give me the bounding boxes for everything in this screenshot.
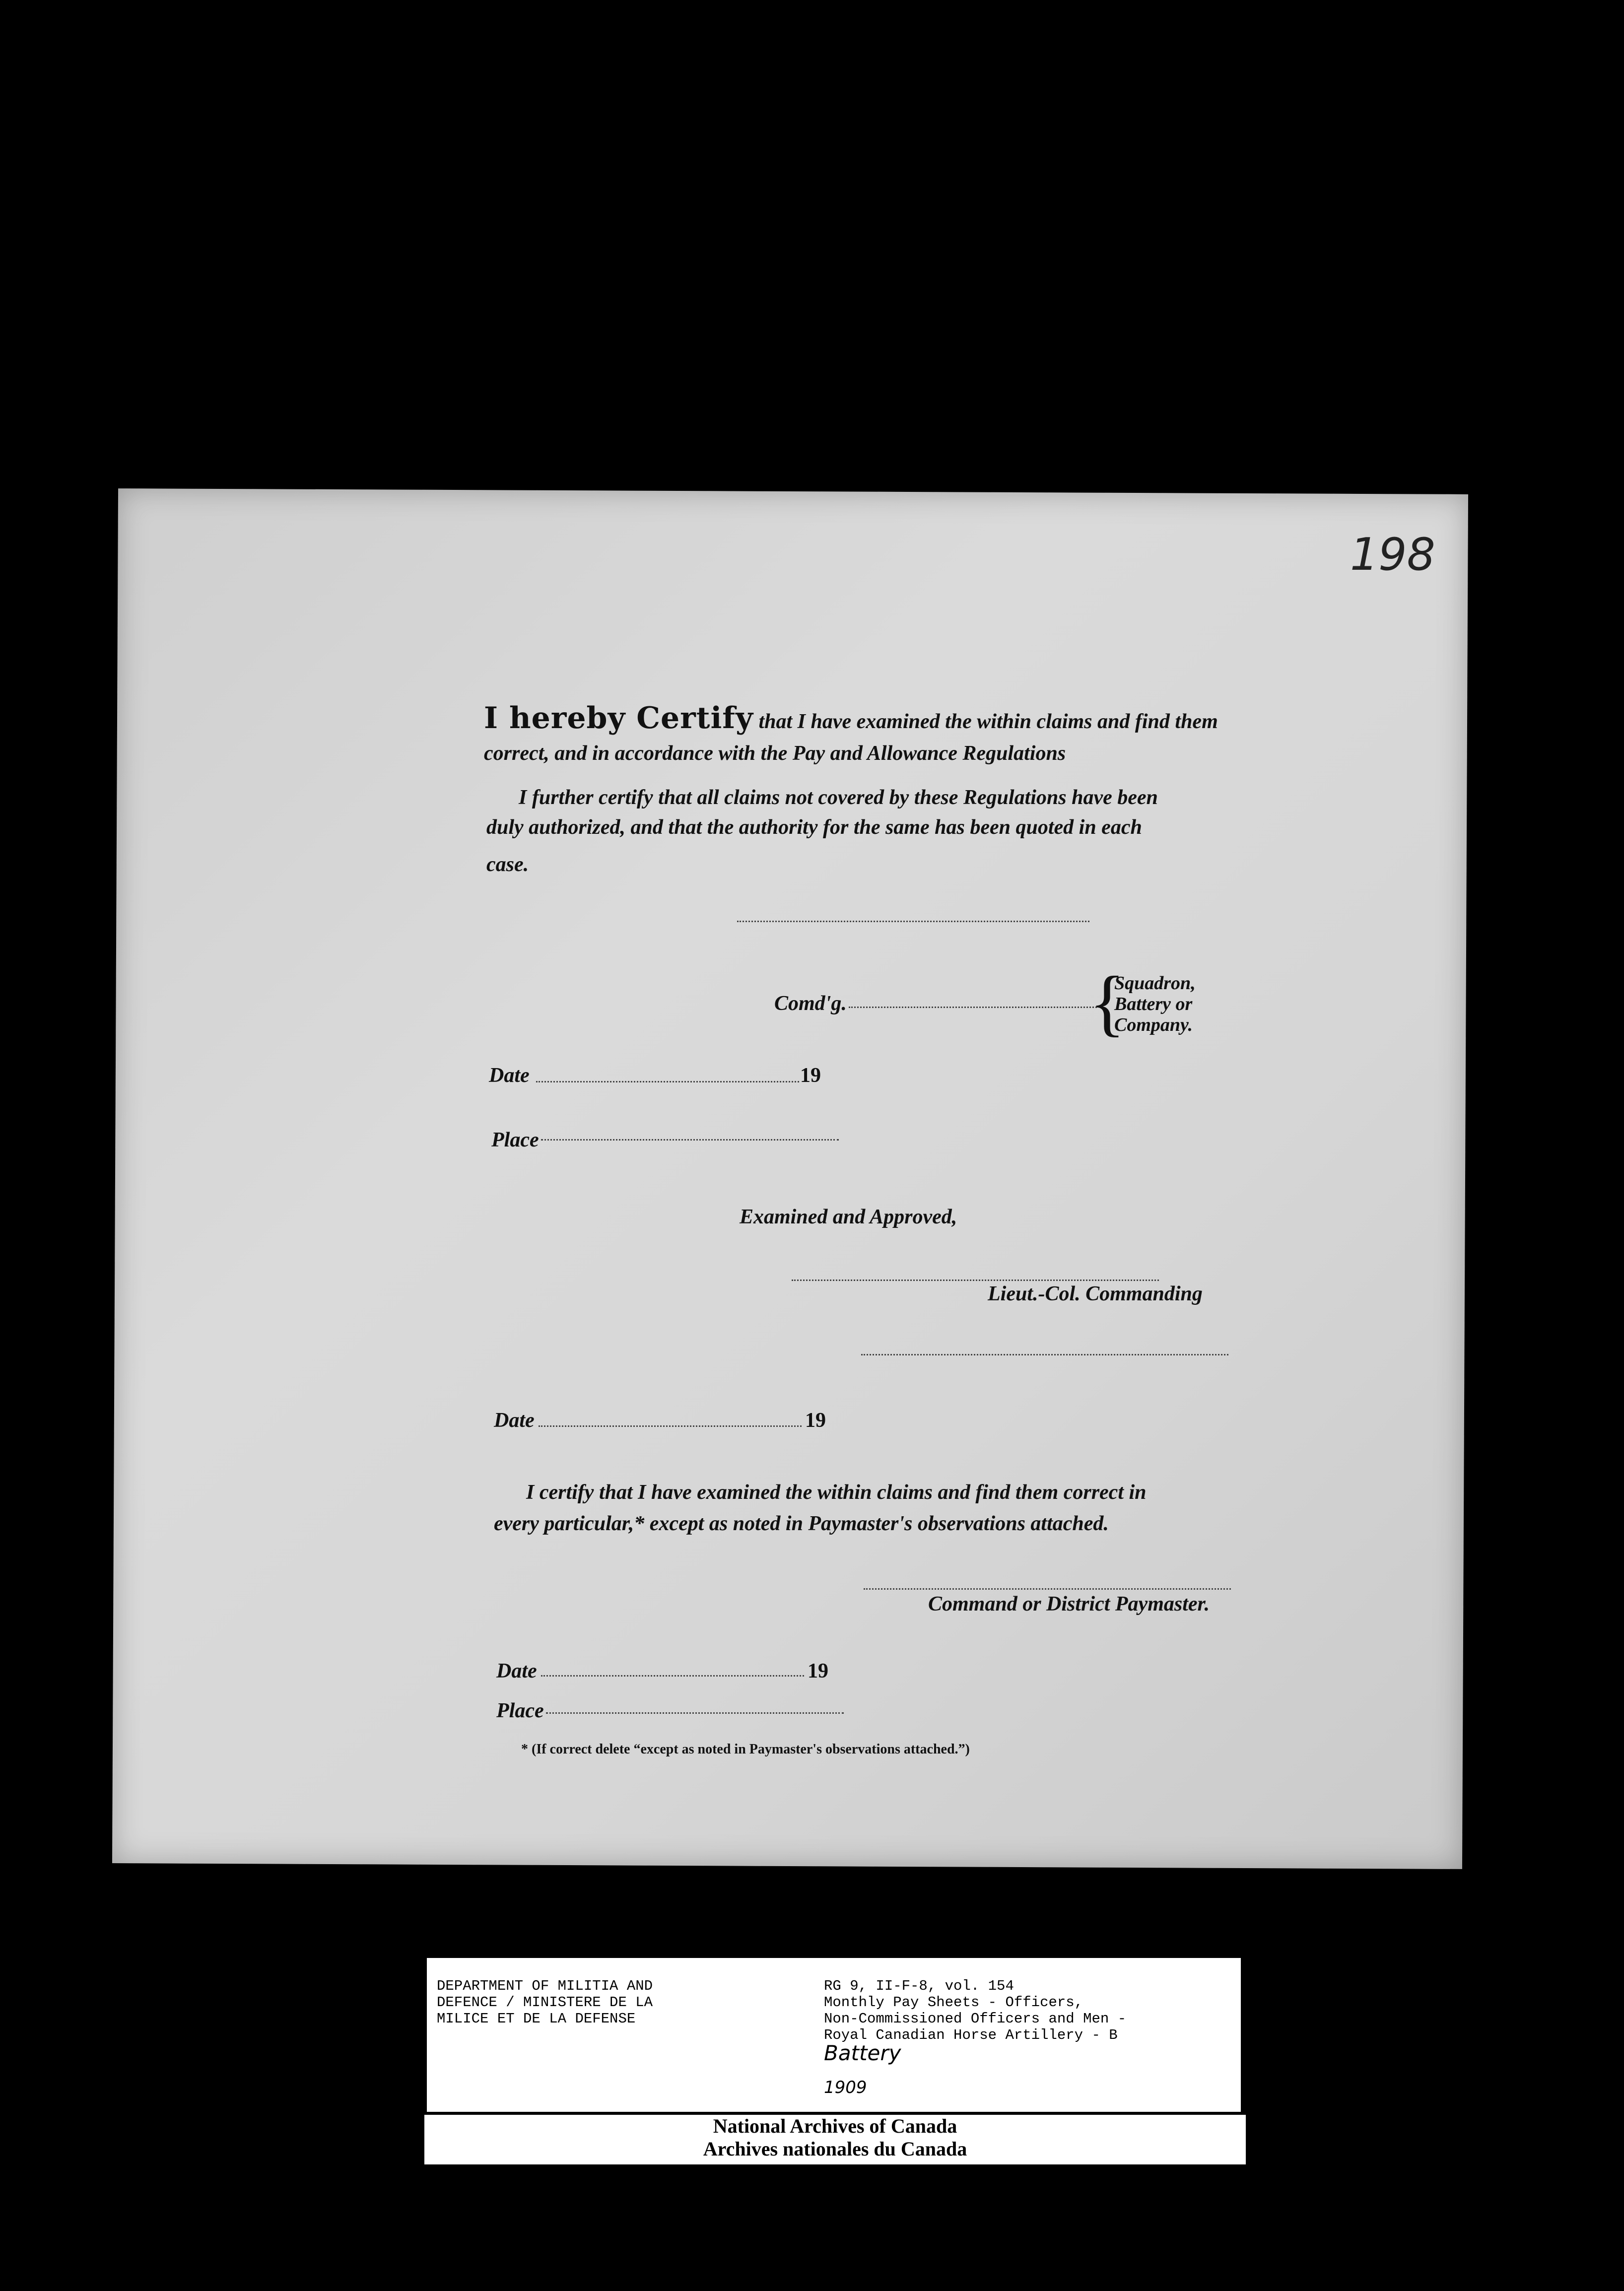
further-line3: case. [486, 853, 529, 876]
unit-battery: Battery or [1114, 994, 1193, 1014]
comdg-label: Comd'g. [774, 992, 847, 1015]
unit-brace: { [1089, 961, 1125, 1044]
year-prefix-1: 19 [800, 1064, 821, 1087]
unit-squadron: Squadron, [1114, 973, 1196, 994]
comdg-line [849, 1007, 1097, 1008]
year-prefix-3: 19 [808, 1660, 828, 1683]
examined-label: Examined and Approved, [740, 1206, 957, 1228]
archive-reference-label [427, 1958, 1241, 2117]
date-label-1: Date [489, 1064, 530, 1087]
record-line4: Royal Canadian Horse Artillery - B [824, 2027, 1118, 2043]
certify-paragraph [484, 702, 1238, 769]
unit-company: Company. [1114, 1014, 1193, 1035]
place-label-1: Place [491, 1129, 539, 1151]
date-line-2 [539, 1425, 802, 1427]
date-line-3 [541, 1675, 804, 1677]
lt-col-label: Lieut.-Col. Commanding [988, 1282, 1203, 1305]
handwritten-year: 1909 [824, 2078, 867, 2097]
certify-line2: correct, and in accordance with the Pay and Allowance Regulations [484, 742, 1066, 765]
date-label-3: Date [496, 1660, 537, 1683]
place-label-3: Place [496, 1699, 544, 1722]
record-group-block [824, 1978, 1241, 2043]
paymaster-title: Command or District Paymaster. [928, 1593, 1210, 1616]
date-line-1 [536, 1081, 799, 1082]
department-block [437, 1978, 814, 2027]
year-prefix-2: 19 [805, 1409, 826, 1432]
archives-name-fr: Archives nationales du Canada [703, 2138, 967, 2160]
date-label-2: Date [494, 1409, 535, 1432]
unit-options [1114, 973, 1196, 1035]
department-line1: DEPARTMENT OF MILITIA AND [437, 1978, 653, 1994]
signature-line-top [737, 921, 1089, 922]
record-line2: Monthly Pay Sheets - Officers, [824, 1994, 1083, 2011]
archives-name-en: National Archives of Canada [713, 2115, 957, 2137]
certify-heading: I hereby Certify [484, 701, 753, 736]
folio-number: 198 [1350, 529, 1435, 581]
archives-banner [424, 2112, 1246, 2164]
paymaster-line1: I certify that I have examined the within claims and find them correct in [526, 1481, 1147, 1504]
document-sheet [112, 488, 1468, 1869]
department-line2: DEFENCE / MINISTERE DE LA [437, 1994, 653, 2011]
department-line3: MILICE ET DE LA DEFENSE [437, 2011, 636, 2027]
record-line3: Non-Commissioned Officers and Men - [824, 2011, 1127, 2027]
footnote: * (If correct delete “except as noted in Paymaster's observations attached.”) [521, 1742, 970, 1757]
certify-line1: that I have examined the within claims and find them [758, 710, 1218, 733]
place-line-1 [541, 1139, 839, 1141]
record-line1: RG 9, II-F-8, vol. 154 [824, 1978, 1014, 1994]
paymaster-line2: every particular,* except as noted in Paymaster's observations attached. [494, 1512, 1109, 1535]
second-signature-line [861, 1354, 1228, 1355]
handwritten-battery: Battery [824, 2041, 901, 2065]
place-line-3 [546, 1712, 844, 1714]
further-line1: I further certify that all claims not covered by these Regulations have been [519, 786, 1158, 809]
further-line2: duly authorized, and that the authority for the same has been quoted in each [486, 816, 1142, 839]
